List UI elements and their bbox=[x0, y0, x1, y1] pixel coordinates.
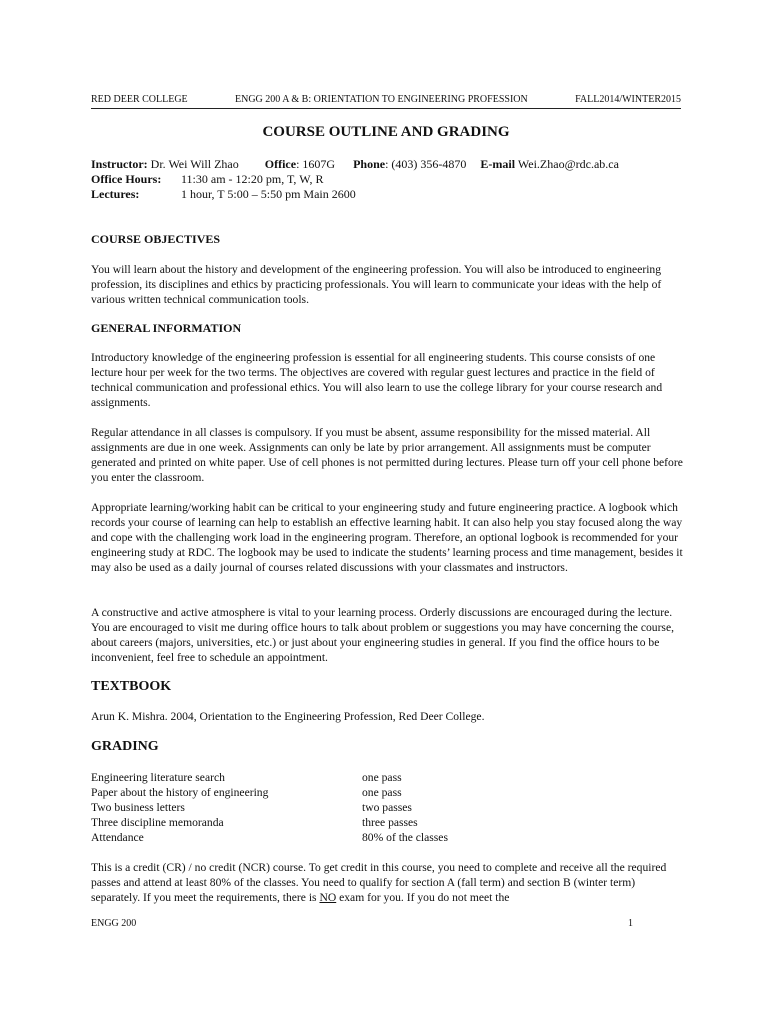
lectures-label: Lectures: bbox=[91, 187, 140, 201]
objectives-text: You will learn about the history and development of the engineering profession. You will also be introduced to engineering profession, its disciplines and ethics by practicing professionals. You will learn to communicate your ideas with the help of various written technical communication tools. bbox=[91, 263, 662, 306]
grading-item-value: three passes bbox=[362, 816, 418, 829]
email-label: E-mail bbox=[480, 157, 516, 171]
grading-row bbox=[91, 800, 412, 815]
lectures-value: 1 hour, T 5:00 – 5:50 pm Main 2600 bbox=[181, 187, 356, 201]
office-value: : 1607G bbox=[296, 157, 336, 171]
grading-item-label: Engineering literature search bbox=[91, 771, 225, 784]
general-paragraph-4: A constructive and active atmosphere is vital to your learning process. Orderly discussions are encouraged during the lecture. You are encouraged to visit me during office hours to talk about problem or suggestions you may have concerning the course, about careers (majors, universities, etc.) or just about your engineering studies in general. If you find the office hours to be inconvenient, feel free to schedule an appointment. bbox=[91, 606, 674, 664]
objectives-heading: COURSE OBJECTIVES bbox=[91, 232, 221, 246]
office-hours-value: 11:30 am - 12:20 pm, T, W, R bbox=[181, 172, 324, 186]
grading-row bbox=[91, 770, 402, 785]
instructor-label: Instructor: bbox=[91, 157, 148, 171]
office-hours-line bbox=[91, 172, 324, 187]
page-number: 1 bbox=[628, 918, 633, 929]
grading-item-label: Paper about the history of engineering bbox=[91, 786, 269, 799]
grading-item-value: one pass bbox=[362, 771, 402, 784]
textbook-heading: TEXTBOOK bbox=[91, 679, 172, 694]
grading-heading: GRADING bbox=[91, 739, 159, 754]
grading-item-label: Three discipline memoranda bbox=[91, 816, 224, 829]
phone-value: : (403) 356-4870 bbox=[385, 157, 467, 171]
header-college: RED DEER COLLEGE bbox=[91, 94, 188, 105]
general-heading: GENERAL INFORMATION bbox=[91, 321, 242, 335]
phone-label: Phone bbox=[353, 157, 386, 171]
grading-item-value: one pass bbox=[362, 786, 402, 799]
header-term: FALL2014/WINTER2015 bbox=[575, 94, 681, 105]
grading-item-label: Two business letters bbox=[91, 801, 185, 814]
grading-item-value: 80% of the classes bbox=[362, 831, 448, 844]
general-paragraph-1: Introductory knowledge of the engineering profession is essential for all engineering students. This course consists of one lecture hour per week for the two terms. The objectives are covered with regular guest lectures and practice in the field of technical communication and professional ethics. You will also learn to use the college library for your course research and assignments. bbox=[91, 351, 663, 409]
office-hours-label: Office Hours: bbox=[91, 172, 162, 186]
grading-row bbox=[91, 815, 418, 830]
email-value: Wei.Zhao@rdc.ab.ca bbox=[517, 157, 619, 171]
instructor-line bbox=[91, 157, 619, 172]
instructor-value: Dr. Wei Will Zhao bbox=[150, 157, 239, 171]
running-header bbox=[91, 93, 681, 109]
grading-text bbox=[91, 860, 685, 905]
lectures-line bbox=[91, 187, 356, 202]
general-paragraph-3: Appropriate learning/working habit can be critical to your engineering study and future engineering practice. A logbook which records your course of learning can help to establish an effective learning habit. It can also help you stay focused along the way and cope with the challenging work load in the engineering program. Therefore, an optional logbook is recommended for your engineering study at RDC. The logbook may be used to indicate the students’ learning process and time management, besides it may also be used as a daily journal of courses related discussions with your classmates and instructors. bbox=[91, 501, 683, 574]
grading-row bbox=[91, 830, 448, 845]
office-label: Office bbox=[264, 157, 297, 171]
document-page bbox=[91, 0, 681, 1024]
page-title: COURSE OUTLINE AND GRADING bbox=[262, 124, 510, 140]
grading-item-value: two passes bbox=[362, 801, 412, 814]
grading-row bbox=[91, 785, 402, 800]
grading-text-emphasis: NO bbox=[319, 891, 337, 904]
grading-item-label: Attendance bbox=[91, 831, 144, 844]
page-footer bbox=[91, 918, 681, 929]
general-paragraph-2: Regular attendance in all classes is compulsory. If you must be absent, assume responsibility for the missed material. All assignments are due in one week. Assignments can only be late by prior arrangement. All assignments must be computer generated and printed on white paper. Use of cell phones is not permitted during lectures. Please turn off your cell phone before you enter the classroom. bbox=[91, 426, 683, 484]
textbook-text: Arun K. Mishra. 2004, Orientation to the Engineering Profession, Red Deer College. bbox=[91, 710, 485, 723]
grading-text-after: exam for you. If you do not meet the bbox=[336, 891, 510, 904]
footer-course: ENGG 200 bbox=[91, 918, 137, 929]
header-course: ENGG 200 A & B: ORIENTATION TO ENGINEERING PROFESSION bbox=[235, 94, 528, 105]
grading-text-before: This is a credit (CR) / no credit (NCR) course. To get credit in this course, you need to complete and receive all the required passes and attend at least 80% of the classes. You need to qualify for section A (fall term) and section B (winter term) separately. If you meet the requirements, there is bbox=[91, 861, 667, 904]
